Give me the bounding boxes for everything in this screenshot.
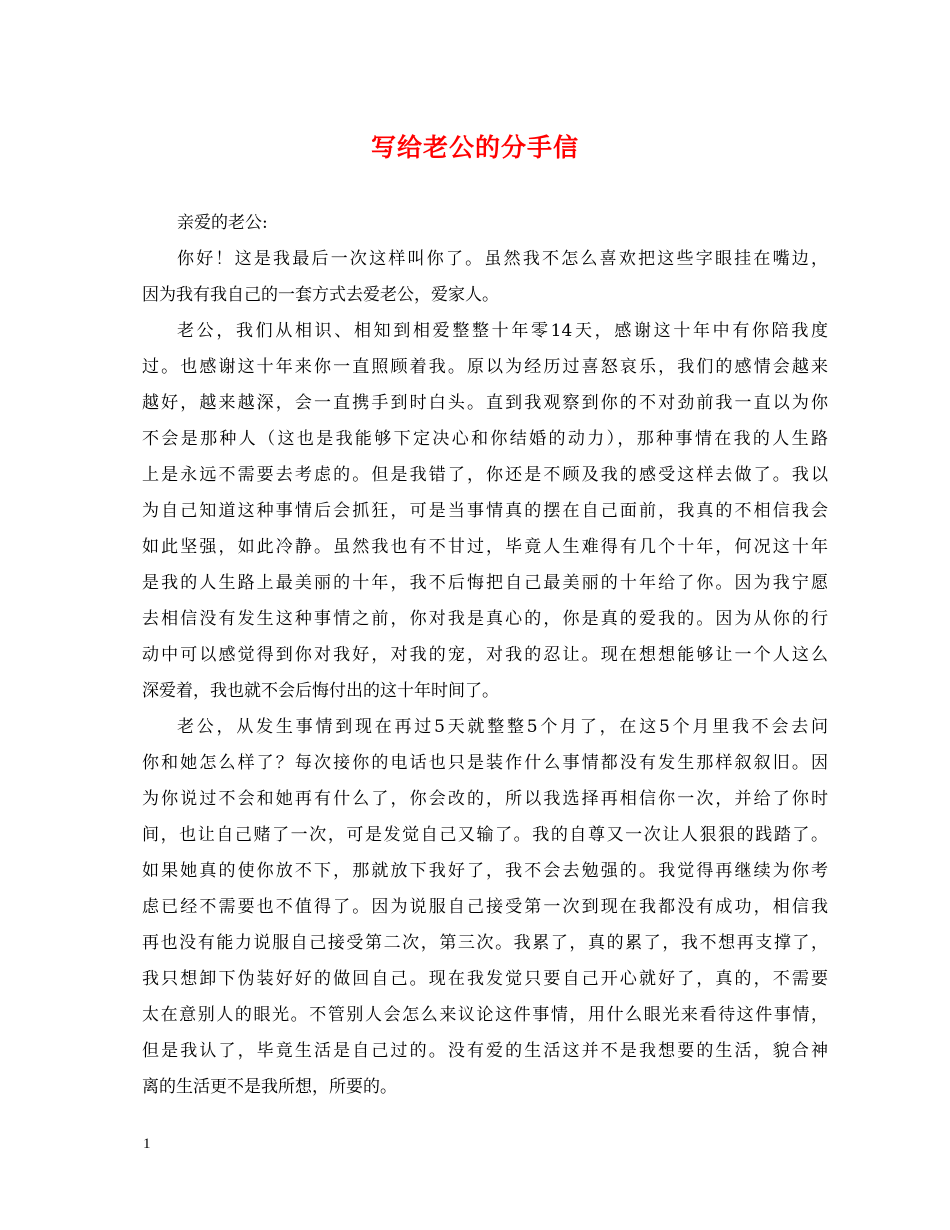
- body-line: 老公，我们从相识、相知到相爱整整十年零14天，感谢这十年中有你陪我度: [177, 321, 828, 341]
- body-line: 再也没有能力说服自己接受第二次，第三次。我累了，真的累了，我不想再支撑了，: [142, 933, 828, 953]
- body-line: 过。也感谢这十年来你一直照顾着我。原以为经历过喜怒哀乐，我们的感情会越来: [142, 357, 828, 377]
- body-line: 虑已经不需要也不值得了。因为说服自己接受第一次到现在我都没有成功，相信我: [142, 897, 828, 917]
- body-line: 越好，越来越深，会一直携手到时白头。直到我观察到你的不对劲前我一直以为你: [142, 393, 828, 413]
- body-line: 你好！这是我最后一次这样叫你了。虽然我不怎么喜欢把这些字眼挂在嘴边，: [177, 249, 828, 269]
- body-line: 为自己知道这种事情后会抓狂，可是当事情真的摆在自己面前，我真的不相信我会: [142, 501, 828, 521]
- document-title: 写给老公的分手信: [370, 133, 579, 162]
- body-line: 因为我有我自己的一套方式去爱老公，爱家人。: [142, 285, 499, 305]
- body-line: 去相信没有发生这种事情之前，你对我是真心的，你是真的爱我的。因为从你的行: [142, 609, 828, 629]
- body-line: 我只想卸下伪装好好的做回自己。现在我发觉只要自己开心就好了，真的，不需要: [142, 969, 828, 989]
- body-line: 离的生活更不是我所想，所要的。: [142, 1077, 397, 1097]
- body-line: 如此坚强，如此冷静。虽然我也有不甘过，毕竟人生难得有几个十年，何况这十年: [142, 537, 828, 557]
- body-line: 不会是那种人（这也是我能够下定决心和你结婚的动力），那种事情在我的人生路: [142, 429, 828, 449]
- body-line: 太在意别人的眼光。不管别人会怎么来议论这件事情，用什么眼光来看待这件事情，: [142, 1005, 828, 1025]
- body-line: 间，也让自己赌了一次，可是发觉自己又输了。我的自尊又一次让人狠狠的践踏了。: [142, 825, 828, 845]
- body-line: 深爱着，我也就不会后悔付出的这十年时间了。: [142, 681, 499, 701]
- body-line: 上是永远不需要去考虑的。但是我错了，你还是不顾及我的感受这样去做了。我以: [142, 465, 828, 485]
- letter-body: [142, 205, 828, 1105]
- body-line: 是我的人生路上最美丽的十年，我不后悔把自己最美丽的十年给了你。因为我宁愿: [142, 573, 828, 593]
- page-number: 1: [143, 1136, 151, 1152]
- letter-salutation: 亲爱的老公:: [177, 213, 268, 233]
- body-line: 你和她怎么样了？每次接你的电话也只是装作什么事情都没有发生那样叙叙旧。因: [142, 753, 828, 773]
- body-line: 如果她真的使你放不下，那就放下我好了，我不会去勉强的。我觉得再继续为你考: [142, 861, 828, 881]
- body-line: 但是我认了，毕竟生活是自己过的。没有爱的生活这并不是我想要的生活，貌合神: [142, 1041, 828, 1061]
- body-line: 动中可以感觉得到你对我好，对我的宠，对我的忍让。现在想想能够让一个人这么: [142, 645, 828, 665]
- body-line: 为你说过不会和她再有什么了，你会改的，所以我选择再相信你一次，并给了你时: [142, 789, 828, 809]
- body-line: 老公，从发生事情到现在再过5天就整整5个月了，在这5个月里我不会去问: [177, 717, 828, 737]
